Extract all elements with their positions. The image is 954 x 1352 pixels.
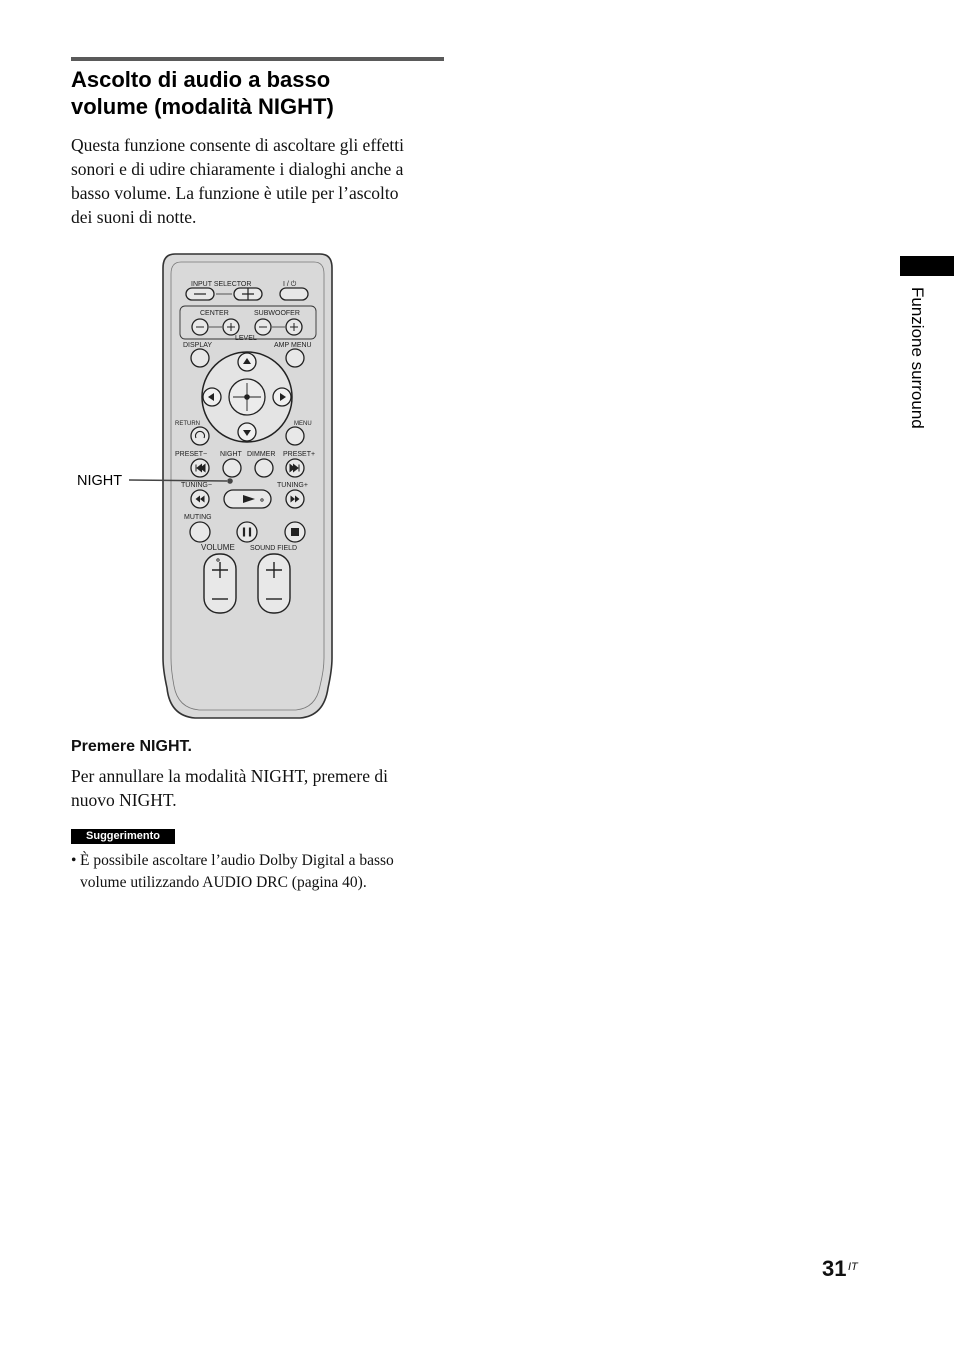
label-muting: MUTING (184, 514, 212, 521)
intro-paragraph (71, 133, 443, 229)
label-amp-menu: AMP MENU (274, 342, 312, 349)
night-callout-label: NIGHT (77, 473, 123, 489)
menu-button[interactable] (286, 427, 304, 445)
label-menu: MENU (294, 421, 312, 427)
label-center: CENTER (200, 310, 229, 317)
page-title (71, 66, 451, 120)
label-dimmer: DIMMER (247, 451, 276, 458)
label-sound-field: SOUND FIELD (250, 545, 298, 552)
label-subwoofer: SUBWOOFER (254, 310, 300, 317)
title-line-2: volume (modalità NIGHT) (71, 94, 334, 119)
tip-bullet: • (71, 852, 77, 869)
intro-line-3: basso volume. La funzione è utile per l’ascolto (71, 183, 399, 203)
label-volume: VOLUME (201, 543, 235, 552)
muting-button[interactable] (190, 522, 210, 542)
step-paragraph (71, 764, 443, 812)
label-level: LEVEL (235, 335, 257, 342)
page-language-suffix: IT (848, 1261, 858, 1273)
intro-line-4: dei suoni di notte. (71, 207, 197, 227)
step-heading: Premere NIGHT. (71, 738, 192, 755)
tip-line-1: È possibile ascoltare l’audio Dolby Digital a basso (80, 852, 394, 869)
tip-badge: Suggerimento (71, 829, 175, 844)
label-night: NIGHT (220, 451, 242, 458)
label-tuning-minus: TUNING− (181, 482, 212, 489)
callout-dot (227, 478, 233, 484)
tip-line-2: volume utilizzando AUDIO DRC (pagina 40). (80, 874, 367, 891)
remote-illustration (70, 248, 350, 728)
section-tab-marker (900, 256, 954, 276)
label-power: I / ⏻ (283, 281, 297, 288)
tip-paragraph (71, 850, 443, 894)
intro-line-1: Questa funzione consente di ascoltare gli effetti (71, 135, 405, 155)
label-display: DISPLAY (183, 342, 213, 349)
page-number: 31 (822, 1256, 847, 1281)
step-line-1: Per annullare la modalità NIGHT, premere di (71, 766, 388, 786)
display-button[interactable] (191, 349, 209, 367)
label-preset-minus: PRESET− (175, 451, 208, 458)
callout-line (129, 480, 227, 481)
label-return: RETURN (175, 421, 200, 427)
return-button[interactable] (191, 427, 209, 445)
night-button[interactable] (223, 459, 241, 477)
enter-dot-icon (244, 394, 250, 400)
label-preset-plus: PRESET+ (283, 451, 316, 458)
intro-line-2: sonori e di udire chiaramente i dialoghi anche a (71, 159, 404, 179)
header-rule (71, 57, 444, 61)
label-tuning-plus: TUNING+ (277, 482, 308, 489)
pause-button[interactable] (237, 522, 257, 542)
section-side-label: Funzione surround (908, 287, 927, 429)
amp-menu-button[interactable] (286, 349, 304, 367)
step-line-2: nuovo NIGHT. (71, 790, 177, 810)
label-input-selector: INPUT SELECTOR (191, 281, 252, 288)
dimmer-button[interactable] (255, 459, 273, 477)
power-button[interactable] (280, 288, 308, 300)
title-line-1: Ascolto di audio a basso (71, 67, 331, 92)
remote-figure (70, 248, 350, 728)
stop-icon (291, 528, 299, 536)
